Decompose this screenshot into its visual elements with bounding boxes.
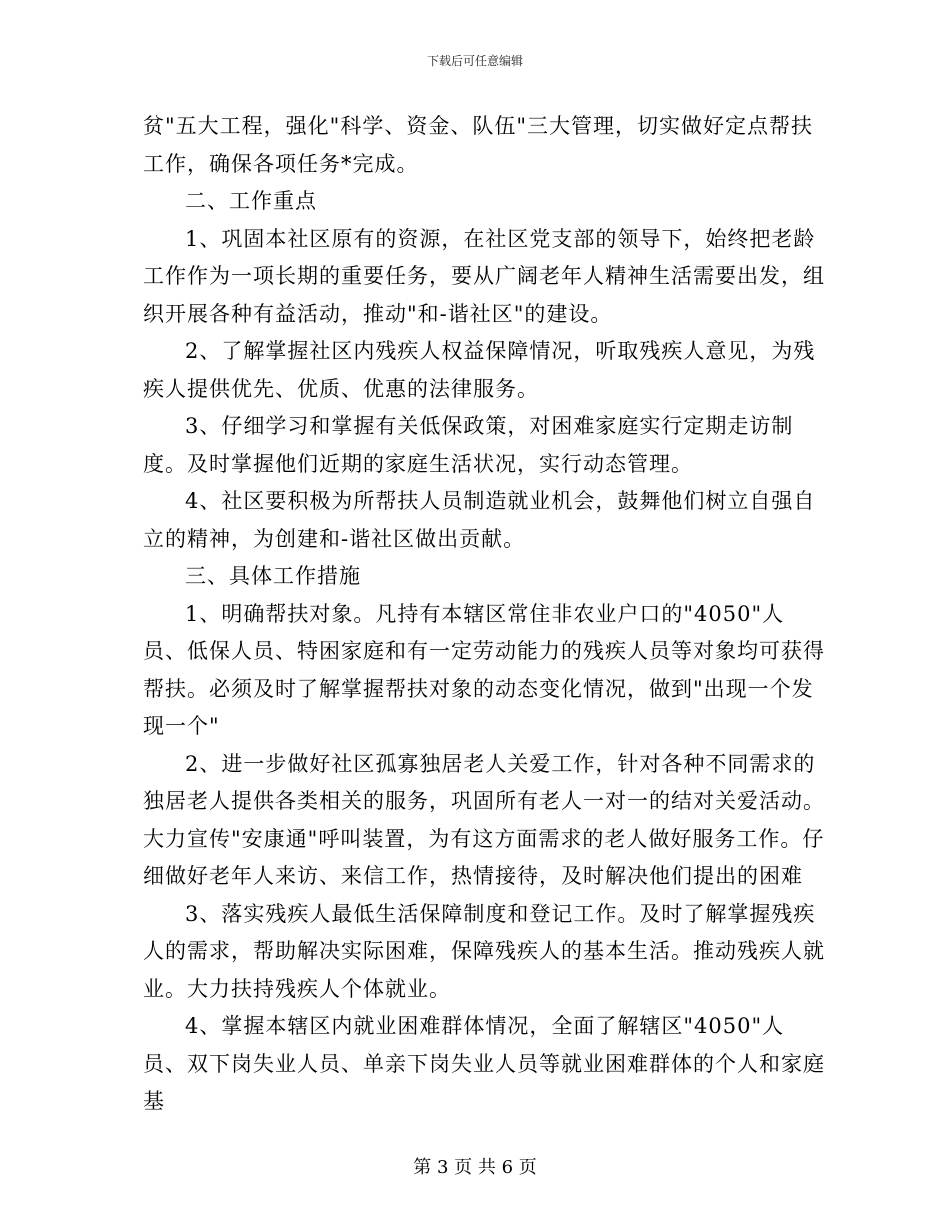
paragraph: 4、掌握本辖区内就业困难群体情况，全面了解辖区"4050"人员、双下岗失业人员、单亲下岗失业人员等就业困难群体的个人和家庭基 — [143, 1014, 825, 1113]
paragraph: 2、了解掌握社区内残疾人权益保障情况，听取残疾人意见，为残疾人提供优先、优质、优惠的法律服务。 — [143, 339, 816, 401]
section-heading: 二、工作重点 — [185, 189, 317, 213]
document-body — [143, 108, 825, 1121]
paragraph: 1、明确帮扶对象。凡持有本辖区常住非农业户口的"4050"人员、低保人员、特困家庭和有一定劳动能力的残疾人员等对象均可获得帮扶。必须及时了解掌握帮扶对象的动态变化情况，做到"出现一个发现一个" — [143, 601, 825, 738]
section-heading: 三、具体工作措施 — [185, 564, 361, 588]
paragraph: 2、进一步做好社区孤寡独居老人关爱工作，针对各种不同需求的独居老人提供各类相关的服务，巩固所有老人一对一的结对关爱活动。大力宣传"安康通"呼叫装置，为有这方面需求的老人做好服务工作。仔细做好老年人来访、来信工作，热情接待，及时解决他们提出的困难 — [143, 751, 825, 888]
page-number: 第 3 页 共 6 页 — [413, 1157, 537, 1178]
page-header-note: 下载后可任意编辑 — [426, 54, 523, 68]
paragraph: 3、仔细学习和掌握有关低保政策，对困难家庭实行定期走访制度。及时掌握他们近期的家庭生活状况，实行动态管理。 — [143, 414, 794, 476]
paragraph: 贫"五大工程，强化"科学、资金、队伍"三大管理，切实做好定点帮扶工作，确保各项任务*完成。 — [143, 114, 813, 176]
paragraph: 1、巩固本社区原有的资源，在社区党支部的领导下，始终把老龄工作作为一项长期的重要任务，要从广阔老年人精神生活需要出发，组织开展各种有益活动，推动"和-谐社区"的建设。 — [143, 226, 825, 326]
paragraph: 3、落实残疾人最低生活保障制度和登记工作。及时了解掌握残疾人的需求，帮助解决实际困难，保障残疾人的基本生活。推动残疾人就业。大力扶持残疾人个体就业。 — [143, 901, 825, 1001]
paragraph: 4、社区要积极为所帮扶人员制造就业机会，鼓舞他们树立自强自立的精神，为创建和-谐社区做出贡献。 — [143, 489, 816, 551]
